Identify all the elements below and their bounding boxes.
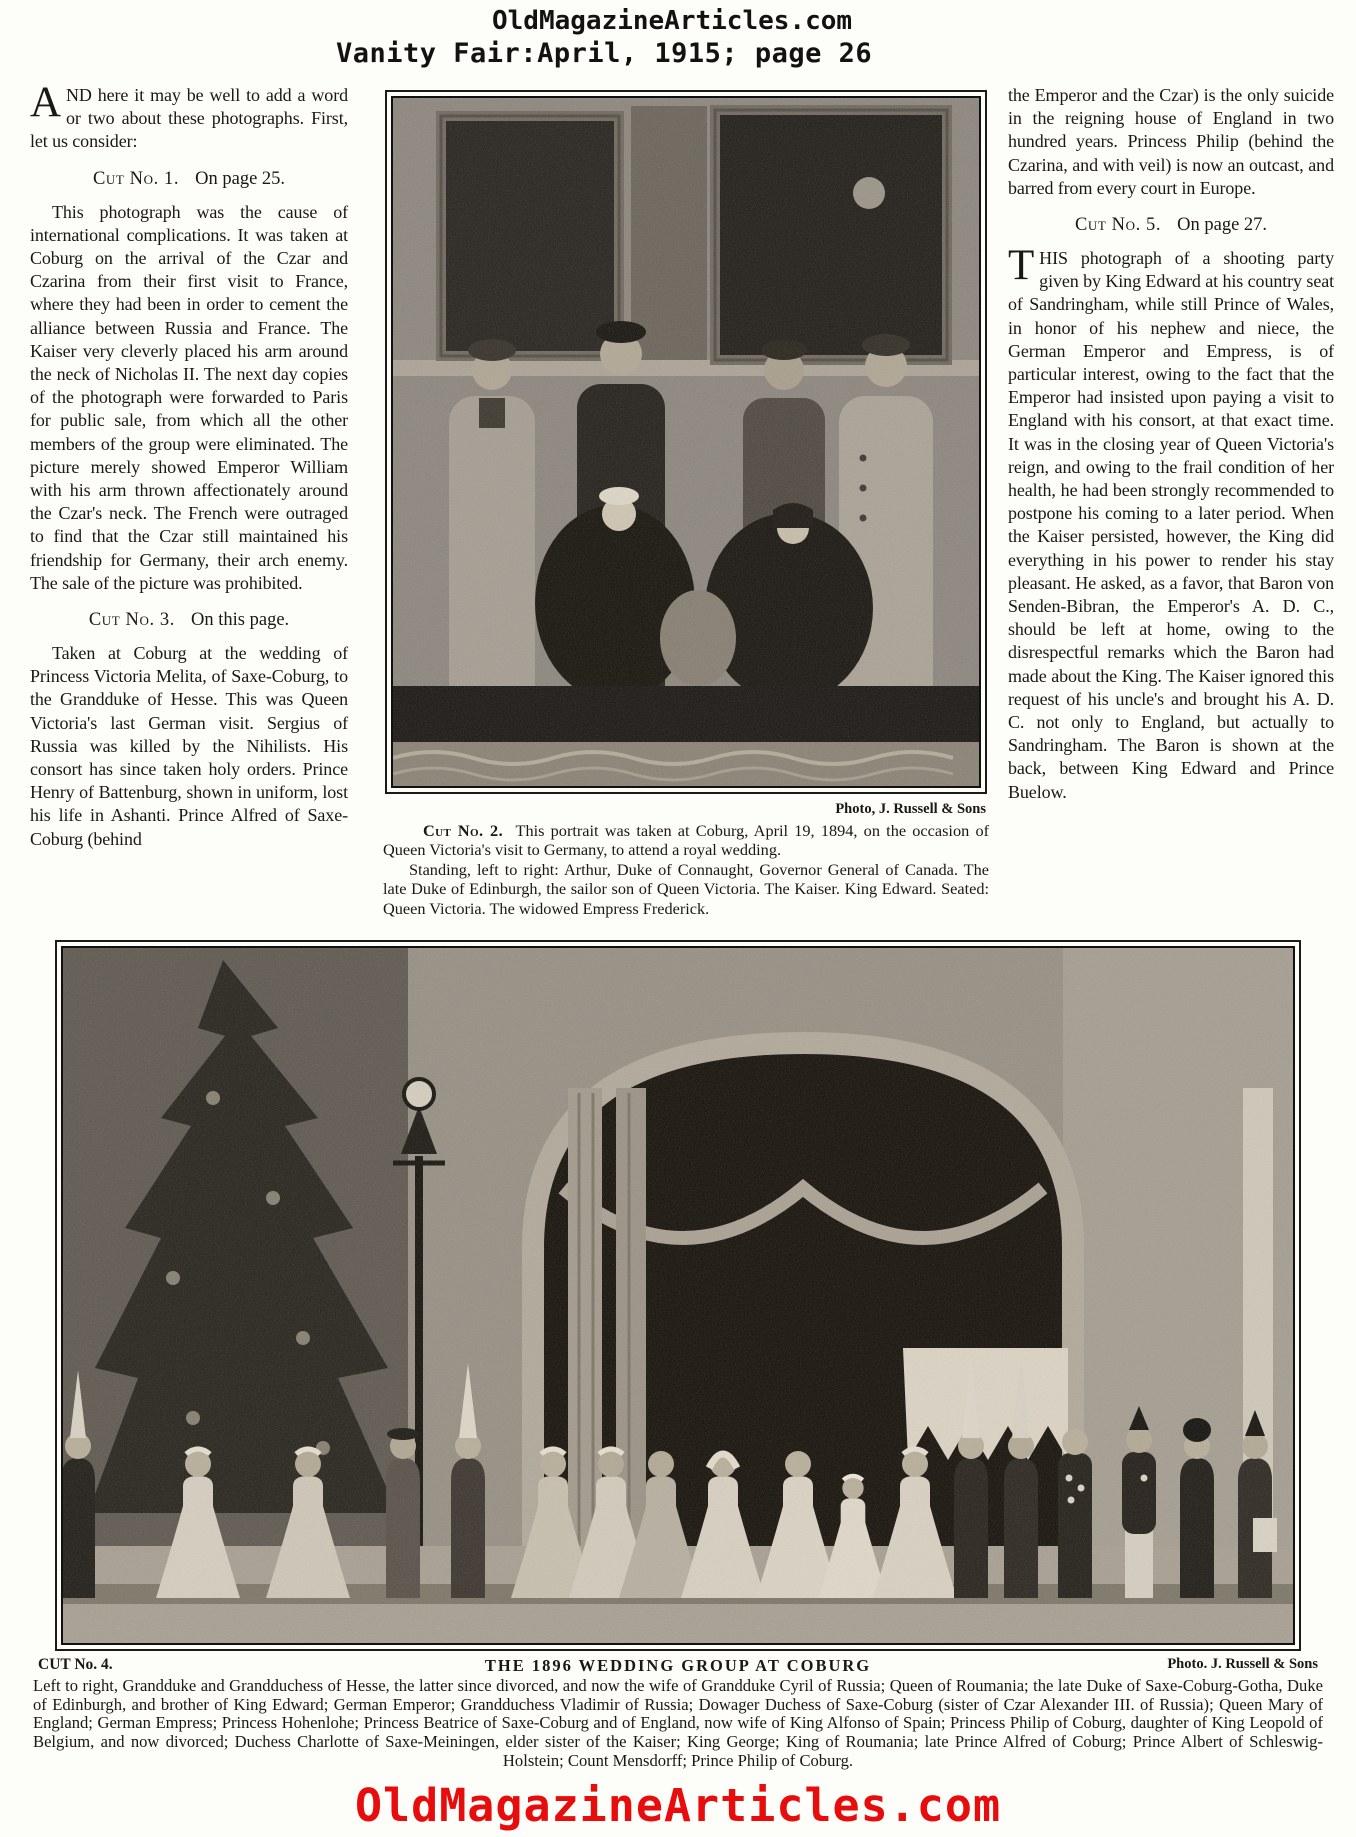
drop-cap-a: A	[30, 79, 61, 126]
cut5-text: HIS photograph of a shooting party given by King Edward at his country seat of Sandringham, while still Prince of Wales, in honor of his nephew and niece, the German Emperor and Empress, is of particular interest, owing to the fact that the Emperor had insisted upon paying a visit to England with his consort, at that exact time. It was in the closing year of Queen Victoria's reign, and owing to the frail condition of her health, he had been strongly recommended to postpone his coming to a later period. When the Kaiser persisted, however, the King did everything in his power to render his stay pleasant. He asked, as a favor, that Baron von Senden-Bibran, the Emperor's A. D. C., should be left at home, owing to the disrespectful remarks which the Baron had made about the King. The Kaiser ignored this request of his uncle's and brought his A. D. C. not only to England, but actually to Sandringham. The Baron is shown at the back, between King Edward and Prince Buelow.	[1008, 248, 1334, 802]
coburg-portrait-illustration	[393, 98, 979, 786]
coburg-1894-portrait-photo	[385, 90, 987, 794]
wedding-group-illustration	[63, 948, 1293, 1643]
intro-text: ND here it may be well to add a word or two about these photographs. First, let us consider:	[30, 85, 348, 152]
continuation-paragraph: the Emperor and the Czar) is the only suicide in the reigning house of England in two hundred years. Princess Philip (behind the Czarina, and with veil) is now an outcast, and barred from every court in Europe.	[1008, 85, 1334, 198]
caption-paragraph-1: Cut No. 2. This portrait was taken at Coburg, April 19, 1894, on the occasion of Queen Victoria's visit to Germany, to attend a royal wedding.	[383, 821, 990, 860]
bottom-cut-label: CUT No. 4.	[38, 1656, 113, 1673]
right-column	[1008, 84, 1334, 804]
cut1-paragraph: This photograph was the cause of international complications. It was taken at Coburg on the arrival of the Czar and Czarina from their first visit to France, where they had been in order to cement the alliance between Russia and France. The Kaiser very cleverly placed his arm around the neck of Nicholas II. The next day copies of the photograph were forwarded to Paris for public sale, from which all the other members of the group were eliminated. The picture merely showed Emperor William with his arm thrown affectionately around the Czar's neck. The French were outraged to find that the Czar still maintained his friendship for Germany, their arch enemy. The sale of the picture was prohibited.	[30, 201, 348, 593]
photo-grain	[393, 98, 979, 786]
left-column	[30, 79, 348, 851]
top-photo-caption	[383, 821, 989, 918]
caption-paragraph-2: Standing, left to right: Arthur, Duke of Connaught, Governor General of Canada. The late Duke of Edinburgh, the sailor son of Queen Victoria. The Kaiser. King Edward. Seated: Queen Victoria. The widowed Empress Frederick.	[383, 859, 989, 918]
cut5-heading: Cut No. 5. On page 27.	[1074, 215, 1268, 236]
drop-cap-t: T	[1008, 242, 1035, 290]
footer-site-link[interactable]: OldMagazineArticles.com	[354, 1779, 1002, 1832]
site-header: OldMagazineArticles.com	[492, 6, 853, 36]
bottom-photo-credit: Photo. J. Russell & Sons	[1167, 1656, 1318, 1672]
intro-paragraph	[30, 79, 348, 154]
top-photo-credit: Photo, J. Russell & Sons	[835, 801, 986, 817]
bottom-caption-row	[0, 1656, 1356, 1676]
wedding-group-1896-photo	[55, 940, 1301, 1651]
cut3-heading: Cut No. 3. On this page.	[88, 610, 290, 631]
photo-grain	[63, 948, 1293, 1643]
cut3-paragraph: Taken at Coburg at the wedding of Princess Victoria Melita, of Saxe-Coburg, to the Grandduke of Hesse. This was Queen Victoria's last German visit. Sergius of Russia was killed by the Nihilists. His consort has since taken holy orders. Prince Henry of Battenburg, shown in uniform, lost his life in Ashanti. Prince Alfred of Saxe-Coburg (behind	[30, 643, 348, 849]
cut5-paragraph	[1008, 242, 1334, 804]
issue-line: Vanity Fair:April, 1915; page 26	[336, 38, 873, 69]
bottom-photo-caption: Left to right, Grandduke and Grandduchess of Hesse, the latter since divorced, and now the wife of Grandduke Cyril of Russia; Queen of Roumania; the late Duke of Saxe-Coburg-Gotha, Duke of Edinburgh, and brother of King Edward; German Emperor; Grandduchess Vladimir of Russia; Dowager Duchess of Saxe-Coburg (sister of Czar Alexander III. of Russia); Queen Mary of England; German Empress; Princess Hohenlohe; Princess Beatrice of Saxe-Coburg and of England, now wife of King Alfonso of Spain; Princess Philip of Coburg, daughter of King Leopold of Belgium, and now divorced; Duchess Charlotte of Saxe-Meiningen, elder sister of the Kaiser; King George; King of Roumania; late Prince Alfred of Coburg; Prince Albert of Schleswig-Holstein; Count Mensdorff; Prince Philip of Coburg.	[33, 1676, 1323, 1770]
bottom-photo-title: THE 1896 WEDDING GROUP AT COBURG	[484, 1656, 872, 1675]
cut1-heading: Cut No. 1. On page 25.	[92, 168, 286, 189]
